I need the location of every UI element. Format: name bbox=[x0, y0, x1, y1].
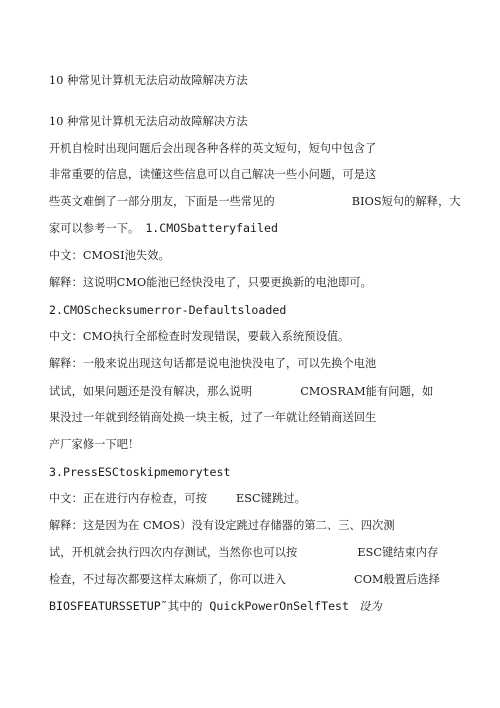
item-3-explanation-line-2 bbox=[49, 546, 438, 560]
intro-line-4-part-a: 家可以参考一下。 bbox=[49, 222, 140, 235]
intro-line-2: 非常重要的信息，读懂这些信息可以自己解决一些小问题，可是这 bbox=[49, 168, 377, 181]
item-2-explanation-line-3: 果没过一年就到经销商处换一块主板，过了一年就让经销商送回生 bbox=[49, 411, 377, 424]
item-1-title: 1.CMOSbatteryfailed bbox=[145, 221, 278, 235]
item-1-chinese: 中文：CMOSI池失效。 bbox=[49, 249, 170, 262]
item-2-title: 2.CMOSchecksumerror-Defaultsloaded bbox=[49, 303, 287, 317]
item-2-explanation-line-1: 解释：一般来说出现这句话都是说电池快没电了，可以先换个电池 bbox=[49, 357, 377, 370]
item-3-explanation-line-1: 解释：这是因为在 CMOS）没有设定跳过存储器的第二、三、四次测 bbox=[49, 519, 395, 532]
item-2-chinese: 中文：CMO执行全部检查时发现错误，要载入系统预设值。 bbox=[49, 330, 350, 343]
item-2-explanation-line-2-part-a: 试试，如果问题还是没有解决，那么说明 bbox=[49, 385, 253, 398]
item-3-chinese bbox=[49, 492, 306, 506]
item-3-explanation-line-2-part-a: 试，开机就会执行四次内存测试，当然你也可以按 bbox=[49, 546, 298, 559]
item-3-chinese-part-b: ESC键跳过。 bbox=[236, 492, 306, 505]
intro-line-3 bbox=[49, 195, 461, 209]
item-2-explanation-line-4: 产厂家修一下吧！ bbox=[49, 438, 140, 451]
item-3-explanation-line-3-part-b: COM般置后选择 bbox=[354, 573, 440, 586]
item-3-explanation-line-2-part-b: ESC键结束内存 bbox=[357, 546, 439, 559]
document-title: 10 种常见计算机无法启动故障解决方法 bbox=[49, 74, 248, 87]
item-3-explanation-line-4-part-b: 设为 bbox=[359, 600, 382, 613]
intro-line-1: 开机自检时出现问题后会出现各种各样的英文短句，短句中包含了 bbox=[49, 142, 377, 155]
intro-line-4 bbox=[49, 221, 278, 236]
item-2-explanation-line-2-part-b: CMOSRAM能有问题，如 bbox=[300, 385, 434, 398]
intro-line-3-part-b: BIOS短句的解释，大 bbox=[351, 195, 461, 208]
item-3-explanation-line-3-part-a: 检查，不过每次都要这样太麻烦了，你可以进入 bbox=[49, 573, 287, 586]
section-heading: 10 种常见计算机无法启动故障解决方法 bbox=[49, 115, 248, 128]
item-1-explanation: 解释：这说明CMO能池已经快没电了，只要更换新的电池即可。 bbox=[49, 276, 372, 289]
item-3-explanation-line-4 bbox=[49, 599, 382, 614]
intro-line-3-part-a: 些英文难倒了一部分朋友，下面是一些常见的 bbox=[49, 195, 275, 208]
item-3-explanation-line-3 bbox=[49, 573, 440, 587]
item-3-explanation-line-4-part-a: BIOSFEATURSSETUP˜其中的 QuickPowerOnSelfTest bbox=[49, 599, 350, 613]
item-3-title: 3.PressESCtoskipmemorytest bbox=[49, 465, 231, 479]
item-2-explanation-line-2 bbox=[49, 385, 433, 399]
item-3-chinese-part-a: 中文：正在进行内存检查，可按 bbox=[49, 492, 208, 505]
